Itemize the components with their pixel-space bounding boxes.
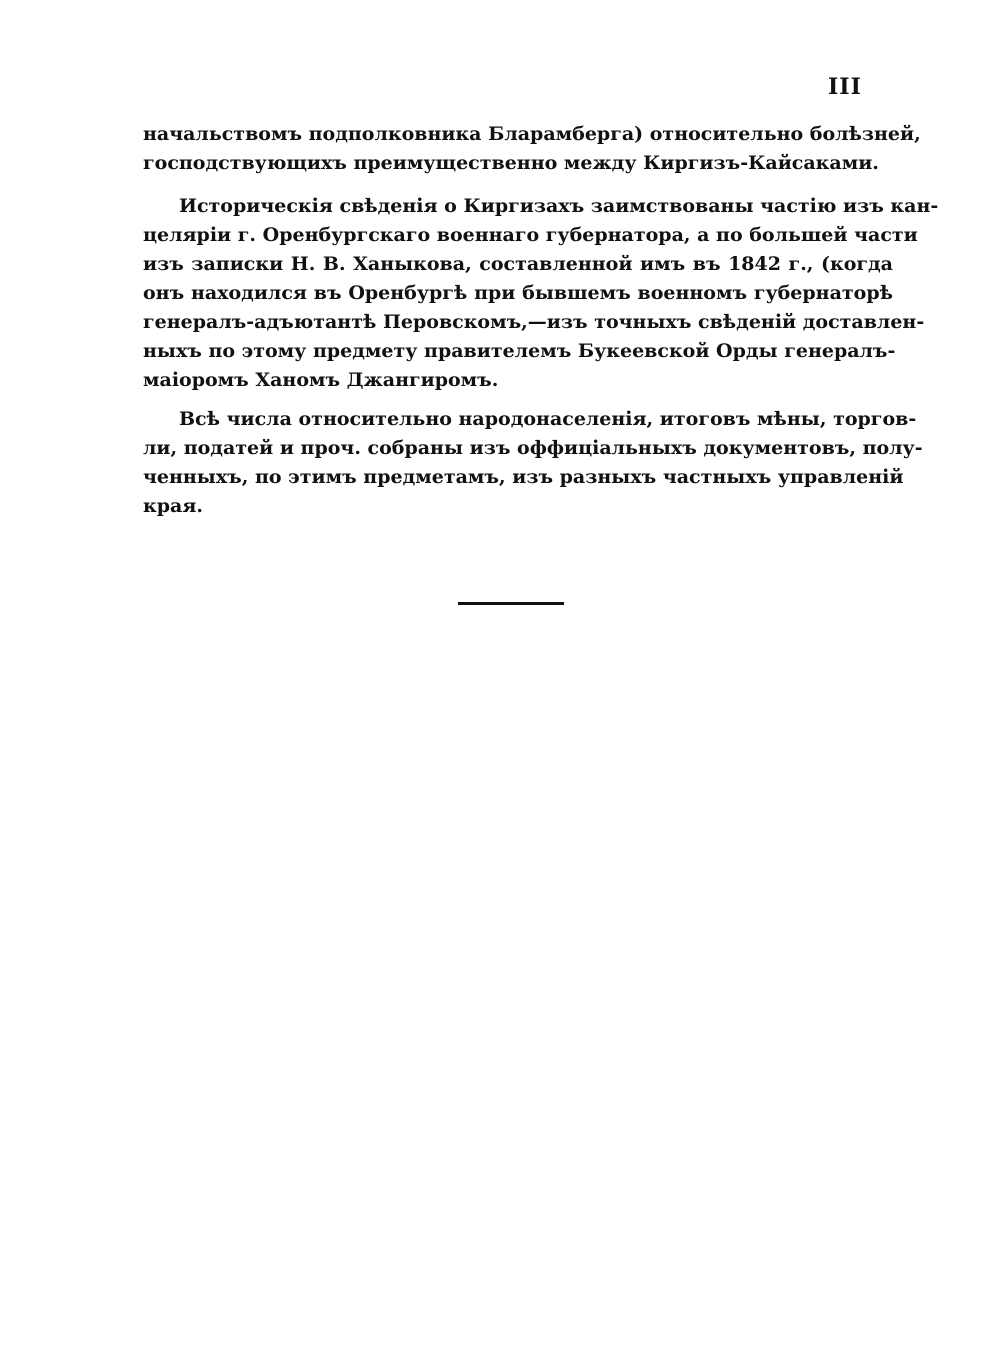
text-line: ли, податей и проч. собраны изъ оффиціальныхъ документовъ, полу- <box>143 437 923 459</box>
text-line: изъ записки Н. В. Ханыкова, составленной имъ въ 1842 г., (когда <box>143 253 893 275</box>
paragraph-continuation <box>143 120 921 178</box>
text-line: начальствомъ подполковника Бларамберга) относительно болѣзней, <box>143 123 921 145</box>
text-line: господствующихъ преимущественно между Киргизъ-Кайсаками. <box>143 152 879 174</box>
text-line: края. <box>143 495 203 517</box>
text-line: ченныхъ, по этимъ предметамъ, изъ разныхъ частныхъ управленій <box>143 466 904 488</box>
text-line: генералъ-адъютантѣ Перовскомъ,—изъ точныхъ свѣденій доставлен- <box>143 311 925 333</box>
text-line: онъ находился въ Оренбургѣ при бывшемъ военномъ губернаторѣ <box>143 282 893 304</box>
page-number: III <box>828 74 862 100</box>
text-line: ныхъ по этому предмету правителемъ Букеевской Орды генералъ- <box>143 340 896 362</box>
text-line: маіоромъ Ханомъ Джангиромъ. <box>143 369 499 391</box>
text-line: целяріи г. Оренбургскаго военнаго губернатора, а по большей части <box>143 224 918 246</box>
section-divider <box>458 602 564 605</box>
text-line: Всѣ числа относительно народонаселенія, итоговъ мѣны, торгов- <box>179 408 917 430</box>
text-line: Историческія свѣденія о Киргизахъ заимствованы частію изъ кан- <box>179 195 939 217</box>
paragraph-statistics-sources <box>143 405 923 521</box>
paragraph-historical-sources <box>143 192 939 395</box>
